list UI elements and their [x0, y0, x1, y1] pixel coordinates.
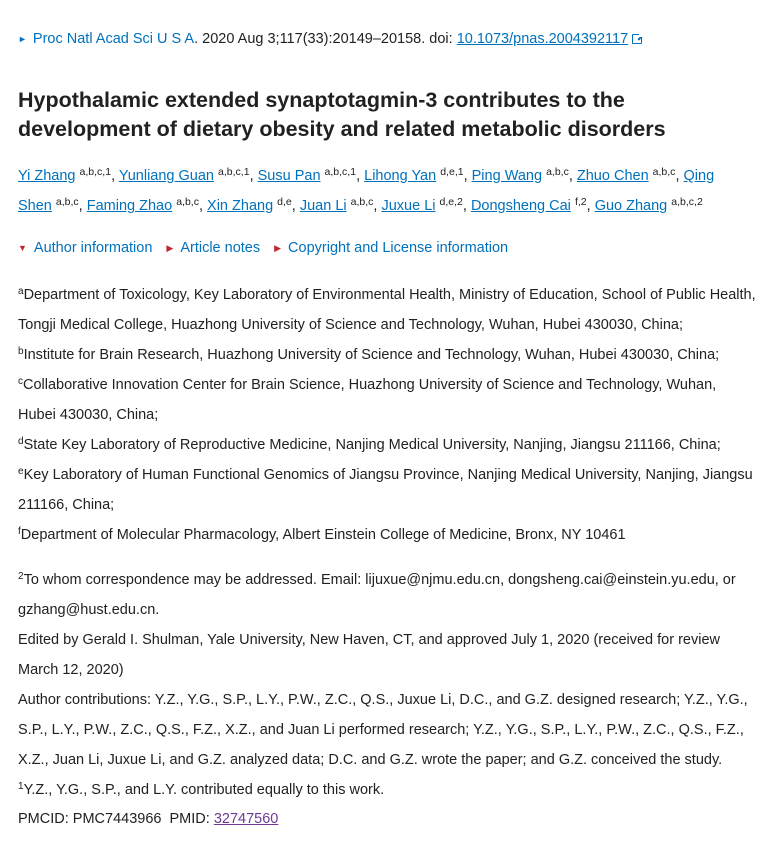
- author-affiliation-marker: a,b,c,1: [218, 166, 250, 178]
- pmcid-value: PMC7443966: [72, 811, 162, 827]
- article-title: Hypothalamic extended synaptotagmin-3 contributes to the development of dietary obesity and related metabolic disorders: [18, 88, 666, 141]
- toggle-article-notes[interactable]: [166, 240, 260, 256]
- author-link[interactable]: Susu Pan: [257, 168, 321, 184]
- affiliation-marker: f: [18, 526, 21, 537]
- correspondence-marker: 2: [18, 571, 24, 582]
- affiliation-marker: e: [18, 466, 24, 477]
- author-affiliation-marker: a,b,c,1: [324, 166, 357, 178]
- toggle-label: Author information: [33, 240, 153, 256]
- author-affiliation-marker: d,e,1: [440, 166, 464, 178]
- article-ids: [18, 807, 278, 831]
- toggle-label: Copyright and License information: [288, 240, 509, 256]
- affiliation-text: Department of Toxicology, Key Laboratory of Environmental Health, Ministry of Education, School of Public Health, Tongji Medical College, Huazhong University of Science and Technology, Wuhan, Hubei 430030, China;: [18, 287, 756, 333]
- author-affiliation-marker: a,b,c,2: [671, 196, 703, 208]
- author-link[interactable]: Juan Li: [299, 198, 347, 214]
- affiliation-marker: a: [18, 286, 24, 297]
- author-affiliation-marker: f,2: [574, 196, 587, 208]
- affiliation-item: [18, 460, 758, 520]
- triangle-down-icon: ▼: [18, 243, 27, 253]
- expand-triangle-icon[interactable]: ►: [18, 34, 27, 44]
- triangle-right-icon: ▶: [274, 243, 282, 253]
- author-affiliation-marker: a,b,c: [350, 196, 374, 208]
- author-link[interactable]: Yunliang Guan: [118, 168, 214, 184]
- affiliation-text: Collaborative Innovation Center for Brain Science, Huazhong University of Science and Technology, Wuhan, Hubei 430030, China;: [18, 377, 717, 423]
- journal-name[interactable]: Proc Natl Acad Sci U S A: [32, 31, 195, 47]
- affiliation-item: [18, 430, 758, 460]
- author-affiliation-marker: d,e,2: [439, 196, 463, 208]
- author-affiliation-marker: a,b,c: [176, 196, 199, 208]
- author-link[interactable]: Dongsheng Cai: [470, 198, 571, 214]
- section-toggles: [18, 238, 522, 259]
- doi-link[interactable]: 10.1073/pnas.2004392117: [456, 31, 629, 47]
- toggle-copyright-and-license-information[interactable]: [274, 240, 508, 256]
- edited-by-note: Edited by Gerald I. Shulman, Yale University, New Haven, CT, and approved July 1, 2020 (received for review March 12, 2020): [18, 632, 720, 678]
- article-notes: [18, 565, 758, 805]
- correspondence-text: To whom correspondence may be addressed. Email: lijuxue@njmu.edu.cn, dongsheng.cai@einstein.yu.edu, or gzhang@hust.edu.cn.: [18, 572, 736, 618]
- author-link[interactable]: Guo Zhang: [594, 198, 668, 214]
- pmid-link[interactable]: 32747560: [213, 811, 279, 827]
- affiliation-item: [18, 340, 758, 370]
- author-link[interactable]: Faming Zhao: [86, 198, 173, 214]
- affiliation-text: Department of Molecular Pharmacology, Albert Einstein College of Medicine, Bronx, NY 10461: [20, 527, 626, 543]
- equal-contribution-note: [18, 775, 758, 805]
- author-list: Yi Zhang $^{a,b,c,1}$, Yunliang Guan $^{a,b,c,1}$, Susu Pan $^{a,b,c,1}$, Lihong Yan $^{d,e,1}$, Ping Wang $^{a,b,c}$, Zhuo Chen $^{a,b,c}$, Qing Shen $^{a,b,c}$, Faming Zhao $^{a,b,c}$, Xin Zhang $^{d,e}$, Juan Li $^{a,b,c}$, Juxue Li $^{d,e,2}$, Dongsheng Cai $^{f,2}$, Guo Zhang $^{a,b,c,2}$: [18, 166, 715, 214]
- triangle-right-icon: ▶: [166, 243, 174, 253]
- author-link[interactable]: Yi Zhang: [18, 168, 76, 184]
- toggle-label: Article notes: [180, 240, 261, 256]
- equal-contribution-text: Y.Z., Y.G., S.P., and L.Y. contributed equally to this work.: [23, 782, 385, 798]
- pmid-label: PMID:: [169, 811, 214, 827]
- author-affiliation-marker: d,e: [277, 196, 292, 208]
- affiliation-text: Key Laboratory of Human Functional Genomics of Jiangsu Province, Nanjing Medical University, Nanjing, Jiangsu 211166, China;: [18, 467, 753, 513]
- toggle-author-information[interactable]: [18, 240, 152, 256]
- affiliation-text: Institute for Brain Research, Huazhong University of Science and Technology, Wuhan, Hubei 430030, China;: [23, 347, 720, 363]
- author-link[interactable]: Qing Shen: [18, 168, 715, 214]
- affiliation-marker: b: [18, 346, 24, 357]
- author-link[interactable]: Ping Wang: [471, 168, 543, 184]
- author-affiliation-marker: a,b,c: [546, 166, 569, 178]
- pmcid-label: PMCID:: [18, 811, 73, 827]
- affiliation-marker: d: [18, 436, 24, 447]
- affiliation-text: State Key Laboratory of Reproductive Medicine, Nanjing Medical University, Nanjing, Jiangsu 211166, China;: [23, 437, 721, 453]
- author-affiliation-marker: a,b,c: [652, 166, 676, 178]
- author-affiliation-marker: a,b,c: [55, 196, 79, 208]
- affiliation-list: [18, 280, 758, 550]
- author-contributions-note: Author contributions: Y.Z., Y.G., S.P., L.Y., P.W., Z.C., Q.S., Juxue Li, D.C., and G.Z. designed research; Y.Z., Y.G., S.P., L.Y., P.W., Z.C., Q.S., F.Z., X.Z., and Juan Li performed research; Y.Z., Y.G., S.P., L.Y., P.W., Z.C., Q.S., F.Z., X.Z., Juan Li, Juxue Li, and G.Z. analyzed data; D.C. and G.Z. wrote the paper; and G.Z. conceived the study.: [18, 692, 748, 768]
- author-link[interactable]: Juxue Li: [381, 198, 436, 214]
- author-affiliation-marker: a,b,c,1: [79, 166, 112, 178]
- author-link[interactable]: Lihong Yan: [364, 168, 437, 184]
- author-link[interactable]: Zhuo Chen: [576, 168, 649, 184]
- affiliation-marker: c: [18, 376, 23, 387]
- affiliation-item: [18, 370, 758, 430]
- equal-contribution-marker: 1: [18, 781, 24, 792]
- correspondence-note: [18, 565, 758, 625]
- external-link-icon[interactable]: [632, 34, 642, 44]
- citation-line: [18, 29, 642, 50]
- affiliation-item: [18, 280, 758, 340]
- affiliation-item: [18, 520, 758, 550]
- author-link[interactable]: Xin Zhang: [207, 198, 274, 214]
- citation-details: . 2020 Aug 3;117(33):20149–20158. doi:: [194, 31, 457, 47]
